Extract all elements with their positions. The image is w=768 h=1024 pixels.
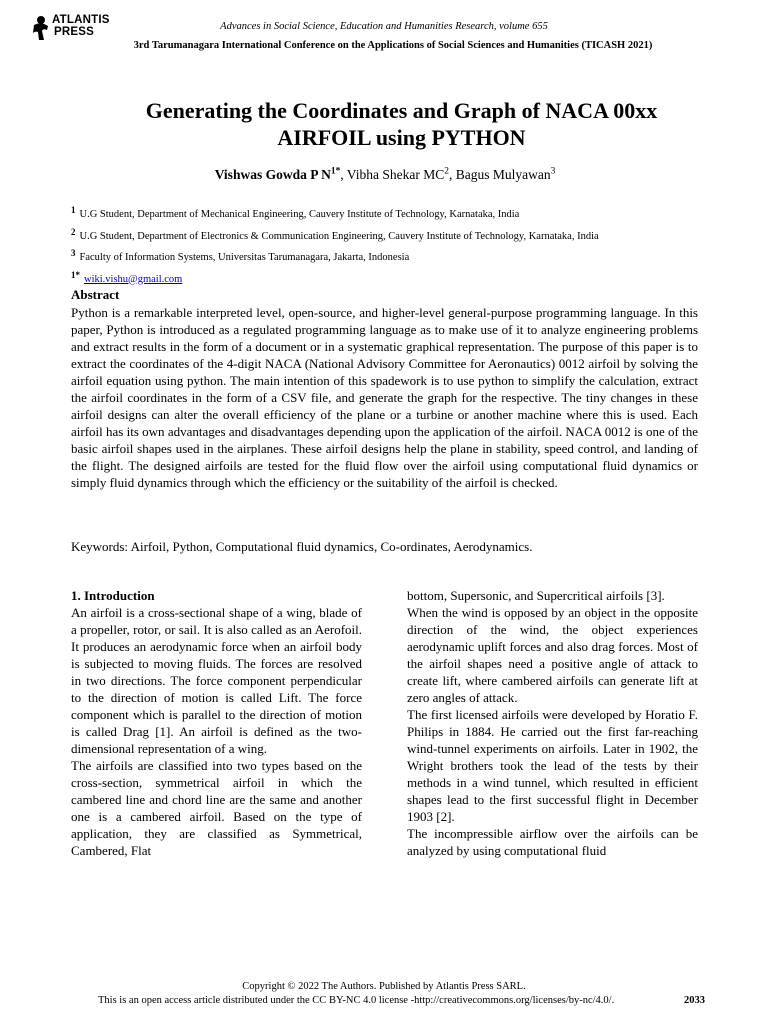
paper-title bbox=[60, 97, 743, 151]
author-sup: 2 bbox=[444, 166, 449, 177]
keywords: Keywords: Airfoil, Python, Computational fluid dynamics, Co-ordinates, Aerodynamics. bbox=[71, 539, 533, 554]
affiliation-text: U.G Student, Department of Electronics & Communication Engineering, Cauvery Institute of Technology, Karnataka, India bbox=[79, 230, 599, 242]
author-list: Vishwas Gowda P $N^{1*}$, Vibha Shekar $MC^2$, Bagus Mulyawan$^3$ bbox=[214, 166, 556, 182]
page-number: 2033 bbox=[684, 995, 705, 1006]
left-column bbox=[71, 587, 362, 859]
body-paragraph: When the wind is opposed by an object in the opposite direction of the wind, the object experiences aerodynamic uplift forces and also drag forces. Most of the airfoil shapes need a positive angle of attack to create lift, where cambered airfoils can generate lift at zero angles of attack. bbox=[407, 605, 698, 705]
affiliation-sup: 2 bbox=[71, 226, 76, 237]
copyright-notice: Copyright © 2022 The Authors. Published by Atlantis Press SARL. bbox=[242, 981, 526, 992]
section-heading-introduction: 1. Introduction bbox=[71, 588, 155, 603]
license-notice: This is an open access article distributed under the CC BY-NC 4.0 license -http://creativecommons.org/licenses/by-nc/4.0/. bbox=[98, 995, 615, 1006]
affiliation-sup: 1* bbox=[71, 269, 80, 280]
body-paragraph: The first licensed airfoils were developed by Horatio F. Philips in 1884. He carried out the first far-reaching wind-tunnel experiments on airfoils. Later in 1902, the Wright brothers took the lead of the tests by their methods in a wind tunnel, which resulted in efficient shapes lead to the first successful flight in December 1903 [2]. bbox=[407, 707, 698, 824]
author-name: Bagus Mulyawan bbox=[455, 167, 551, 182]
author-name: Vibha Shekar MC bbox=[346, 167, 445, 182]
body-paragraph: bottom, Supersonic, and Supercritical airfoils [3]. bbox=[407, 588, 665, 603]
affiliation-item bbox=[71, 224, 751, 246]
affiliation-text: Faculty of Information Systems, Universitas Tarumanagara, Jakarta, Indonesia bbox=[79, 252, 410, 263]
affiliation-text: U.G Student, Department of Mechanical Engineering, Cauvery Institute of Technology, Karnataka, India bbox=[79, 209, 520, 220]
conference-name: 3rd Tarumanagara International Conference on the Applications of Social Sciences and Humanities (TICASH 2021) bbox=[133, 40, 653, 51]
affiliation-sup: 1 bbox=[71, 205, 76, 215]
journal-name: Advances in Social Science, Education and Humanities Research, volume 655 bbox=[220, 21, 548, 32]
affiliation-item bbox=[71, 202, 751, 224]
affiliation-sup: 3 bbox=[71, 248, 76, 258]
email-link[interactable]: wiki.vishu@gmail.com bbox=[84, 273, 183, 285]
right-column bbox=[407, 587, 698, 859]
logo-line-1: ATLANTIS bbox=[52, 14, 110, 26]
abstract-heading: Abstract bbox=[71, 287, 120, 302]
title-line-1: Generating the Coordinates and Graph of NACA 00xx bbox=[145, 98, 658, 123]
author-sup: 3 bbox=[550, 166, 556, 177]
body-paragraph: An airfoil is a cross-sectional shape of a wing, blade of a propeller, rotor, or sail. It is also called as an Aerofoil. It produces an aerodynamic force when an airfoil body is subjected to moving fluids. The forces are resolved in two directions. The force component perpendicular to the direction of motion is called Lift. The force component which is parallel to the direction of motion is called Drag [1]. An airfoil is defined as the two-dimensional representation of a wing. bbox=[71, 605, 362, 756]
affiliation-item bbox=[71, 245, 751, 267]
author-sup: 1* bbox=[330, 166, 341, 177]
title-line-2: AIRFOIL using PYTHON bbox=[277, 125, 526, 150]
body-paragraph: The incompressible airflow over the airfoils can be analyzed by using computational fluid bbox=[407, 826, 698, 858]
body-paragraph: The airfoils are classified into two types based on the cross-section, symmetrical airfoil in which the cambered line and chord line are the same and another one is a cambered airfoil. Based on the type of application, they are classified as Symmetrical, Cambered, Flat bbox=[71, 758, 362, 858]
abstract-body: Python is a remarkable interpreted level, open-source, and higher-level general-purpose programming language. In this paper, Python is introduced as a regulated programming language as to make use of it to analyze engineering problems and extract results in the form of a document or in a systematic graphical representation. The purpose of this paper is to extract the coordinates of the 4-digit NACA (National Advisory Committee for Aeronautics) 0012 airfoil by solving the airfoil equation using python. The main intention of this spadework is to use python to simplify the calculation, extract the airfoil coordinates in the form of a CSV file, and generate the graph for the respective. The tiny changes in these airfoil designs can alter the overall efficiency of the plane or a turbine or another machine where this is used. Each airfoil has its own advantages and disadvantages depending upon the application of the airfoil. NACA 0012 is one of the basic airfoil shapes used in the airplanes. These airfoil designs help the plane in stability, speed control, and landing of the flight. The designed airfoils are tested for the fluid flow over the airfoil using computational fluid dynamics or simply fluid dynamics through which the efficiency or the suitability of the airfoil is checked. bbox=[71, 305, 698, 490]
logo-line-2: PRESS bbox=[54, 26, 94, 38]
author-name: Vishwas Gowda P N bbox=[214, 167, 331, 182]
affiliation-item bbox=[71, 267, 751, 289]
affiliations bbox=[71, 202, 751, 288]
